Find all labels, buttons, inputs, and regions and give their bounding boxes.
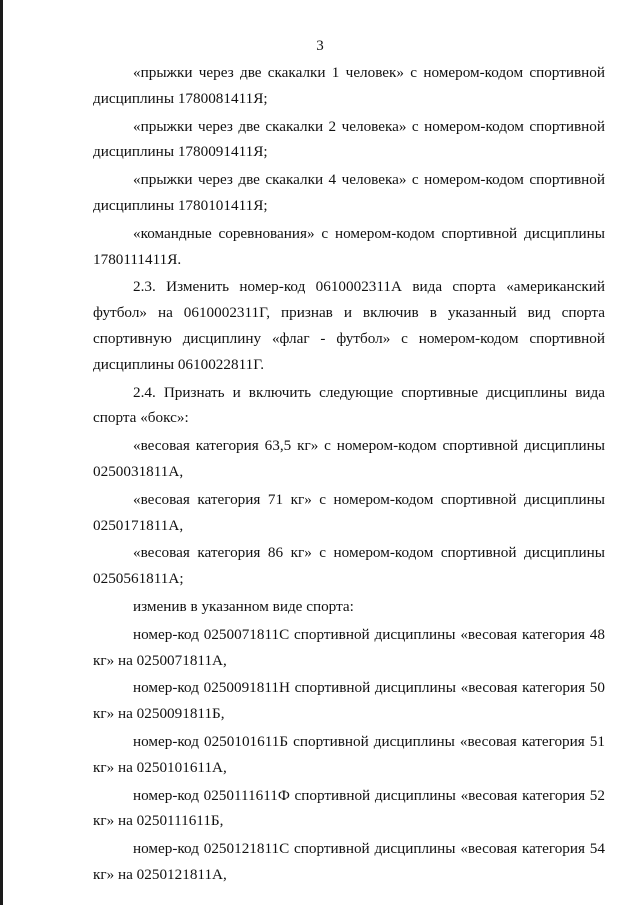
scan-edge: [0, 0, 3, 905]
page-number: 3: [316, 38, 324, 54]
document-body: [93, 60, 605, 888]
paragraph: номер-код 0250121811С спортивной дисциплины «весовая категория 54 кг» на 0250121811А,: [93, 840, 605, 883]
paragraph: номер-код 0250111611Ф спортивной дисциплины «весовая категория 52 кг» на 0250111611Б,: [93, 786, 605, 830]
paragraph: «прыжки через две скакалки 2 человека» с номером-кодом спортивной дисциплины 1780091411Я;: [93, 117, 605, 161]
paragraph: «весовая категория 63,5 кг» с номером-кодом спортивной дисциплины 0250031811А,: [93, 437, 605, 480]
paragraph: номер-код 0250091811Н спортивной дисциплины «весовая категория 50 кг» на 0250091811Б,: [93, 679, 605, 723]
paragraph: номер-код 0250071811С спортивной дисциплины «весовая категория 48 кг» на 0250071811А,: [93, 625, 605, 669]
paragraph: изменив в указанном виде спорта:: [133, 597, 354, 615]
paragraph: «прыжки через две скакалки 4 человека» с номером-кодом спортивной дисциплины 1780101411Я;: [93, 171, 605, 214]
paragraph: «весовая категория 86 кг» с номером-кодом спортивной дисциплины 0250561811А;: [93, 544, 605, 588]
paragraph: 2.3. Изменить номер-код 0610002311А вида спорта «американский футбол» на 0610002311Г, признав и включив в указанный вид спорта спортивную дисциплину «флаг - футбол» с номером-кодом спортивной дисциплины 0610022811Г.: [93, 278, 605, 373]
paragraph: «командные соревнования» с номером-кодом спортивной дисциплины 1780111411Я.: [93, 224, 605, 268]
paragraph: номер-код 0250101611Б спортивной дисциплины «весовая категория 51 кг» на 0250101611А,: [93, 732, 605, 776]
paragraph: «весовая категория 71 кг» с номером-кодом спортивной дисциплины 0250171811А,: [93, 490, 605, 534]
paragraph: «прыжки через две скакалки 1 человек» с номером-кодом спортивной дисциплины 1780081411Я;: [93, 64, 605, 107]
paragraph: 2.4. Признать и включить следующие спортивные дисциплины вида спорта «бокс»:: [93, 383, 605, 427]
